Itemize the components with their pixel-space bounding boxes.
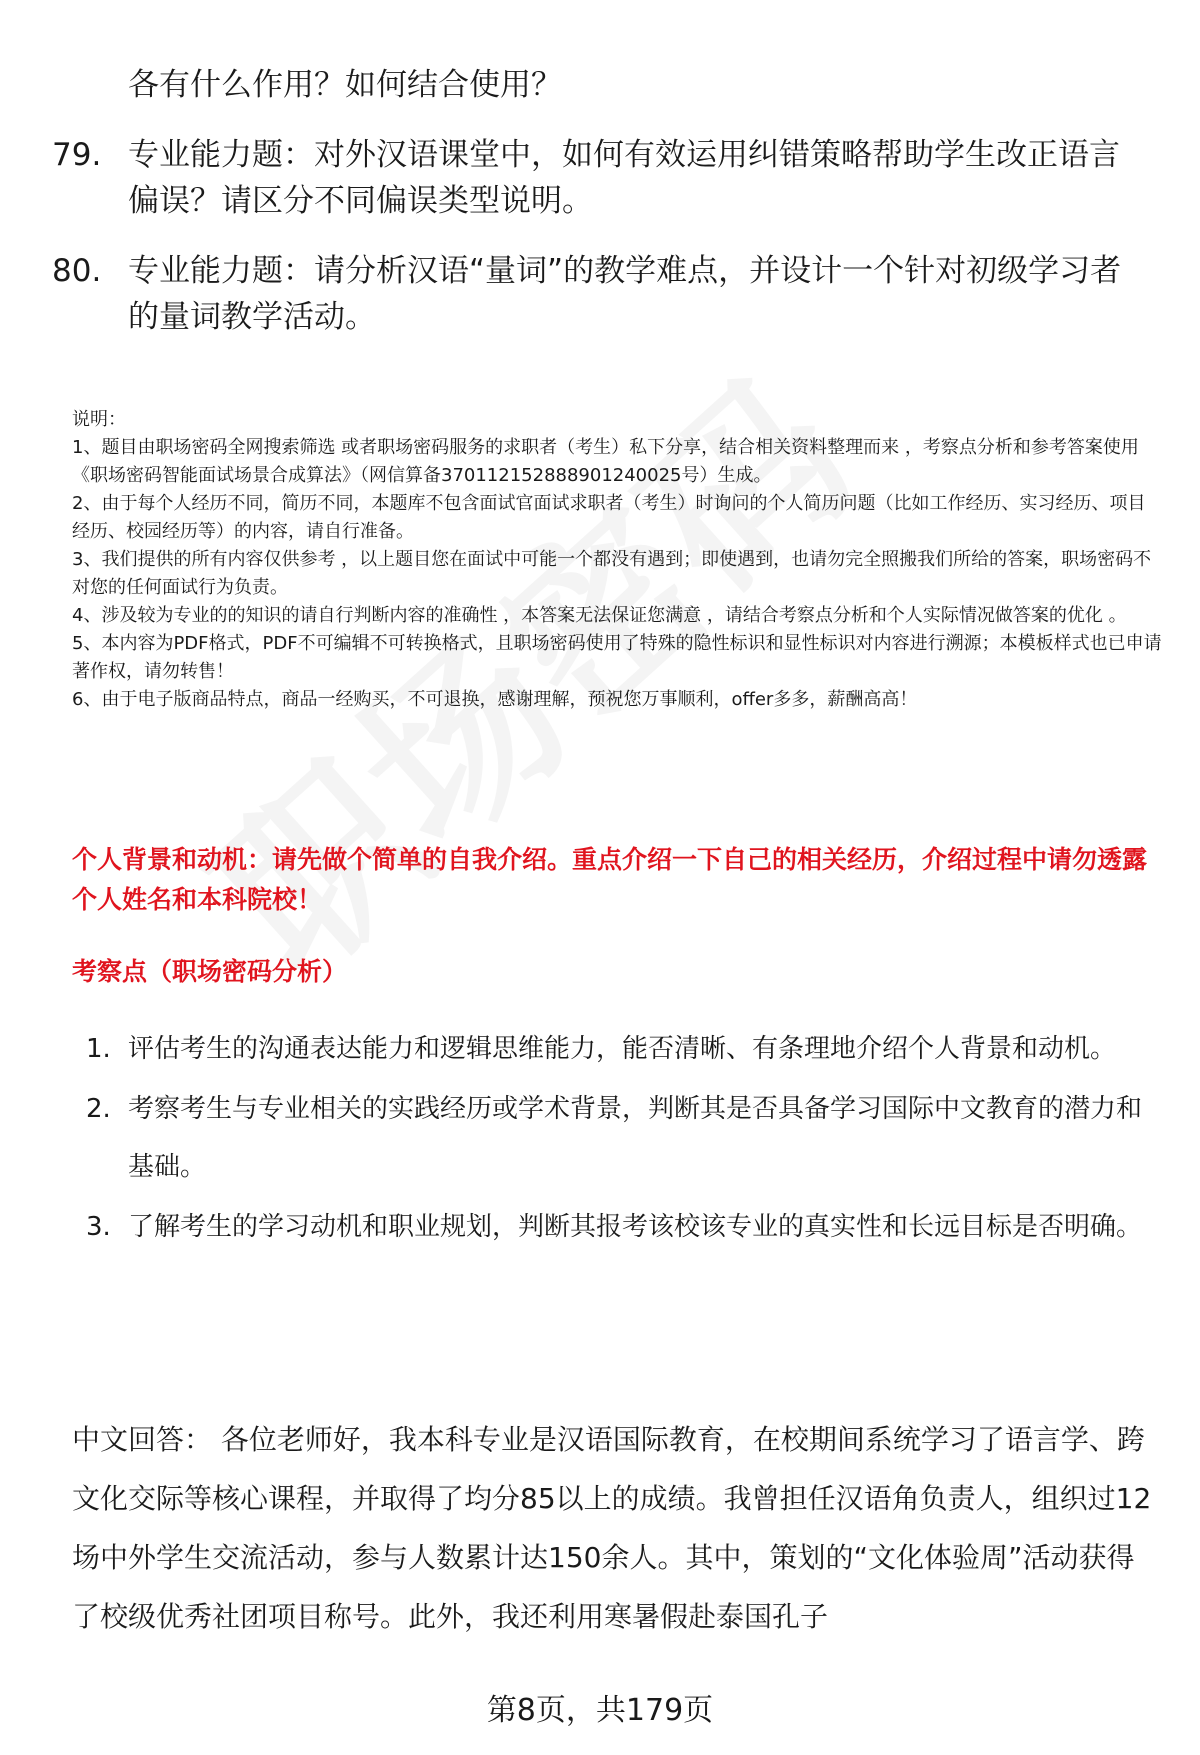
question-79 — [52, 132, 1132, 224]
point-number: 3. — [86, 1212, 111, 1242]
question-text: 专业能力题：对外汉语课堂中，如何有效运用纠错策略帮助学生改正语言偏误？请区分不同偏误类型说明。 — [128, 137, 1120, 219]
note-item: 3、我们提供的所有内容仅供参考 ，以上题目您在面试中可能一个都没有遇到；即使遇到，也请勿完全照搬我们所给的答案，职场密码不对您的任何面试行为负责。 — [72, 549, 1152, 598]
point-number: 1. — [86, 1034, 111, 1064]
question-number: 80. — [52, 253, 102, 289]
point-text: 评估考生的沟通表达能力和逻辑思维能力，能否清晰、有条理地介绍个人背景和动机。 — [128, 1034, 1117, 1064]
question-continuation: 各有什么作用？如何结合使用？ — [128, 67, 562, 103]
answer-text: 各位老师好，我本科专业是汉语国际教育，在校期间系统学习了语言学、跨文化交际等核心课程，并取得了均分85以上的成绩。我曾担任汉语角负责人，组织过12场中外学生交流活动，参与人数累计达150余人。其中，策划的“文化体验周”活动获得了校级优秀社团项目称号。此外，我还利用寒暑假赴泰国孔子 — [72, 1423, 1152, 1633]
notes-title: 说明： — [72, 409, 126, 430]
note-item: 2、由于每个人经历不同，简历不同，本题库不包含面试官面试求职者（考生）时询问的个人简历问题（比如工作经历、实习经历、项目经历、校园经历等）的内容，请自行准备。 — [72, 493, 1146, 542]
answer-paragraph — [72, 1410, 1152, 1646]
point-text: 考察考生与专业相关的实践经历或学术背景，判断其是否具备学习国际中文教育的潜力和基础。 — [128, 1094, 1143, 1182]
analysis-point — [80, 1080, 1160, 1196]
page-number-footer: 第8页，共179页 — [486, 1693, 714, 1728]
note-item: 5、本内容为PDF格式，PDF不可编辑不可转换格式，且职场密码使用了特殊的隐性标识和显性标识对内容进行溯源；本模板样式也已申请著作权，请勿转售！ — [72, 633, 1162, 682]
point-text: 了解考生的学习动机和职业规划，判断其报考该校该专业的真实性和长远目标是否明确。 — [128, 1212, 1143, 1242]
point-number: 2. — [86, 1094, 111, 1124]
question-text: 专业能力题：请分析汉语“量词”的教学难点，并设计一个针对初级学习者的量词教学活动。 — [128, 253, 1122, 335]
analysis-point — [80, 1020, 1160, 1078]
note-item: 6、由于电子版商品特点，商品一经购买，不可退换，感谢理解，预祝您万事顺利，offer多多，薪酬高高！ — [72, 689, 918, 710]
answer-label: 中文回答： — [72, 1423, 213, 1456]
analysis-heading: 考察点（职场密码分析） — [72, 957, 348, 986]
analysis-points — [80, 1020, 1160, 1258]
analysis-point — [80, 1198, 1160, 1256]
question-number: 79. — [52, 137, 102, 173]
question-80 — [52, 248, 1132, 340]
note-item: 1、题目由职场密码全网搜索筛选 或者职场密码服务的求职者（考生）私下分享，结合相关资料整理而来 ，考察点分析和参考答案使用《职场密码智能面试场景合成算法》（网信算备370112152888901240025号）生成。 — [72, 437, 1139, 486]
section-question: 个人背景和动机：请先做个简单的自我介绍。重点介绍一下自己的相关经历，介绍过程中请勿透露个人姓名和本科院校！ — [72, 845, 1148, 914]
note-item: 4、涉及较为专业的的知识的请自行判断内容的准确性 ，本答案无法保证您满意 ，请结合考察点分析和个人实际情况做答案的优化 。 — [72, 605, 1127, 626]
notes-section — [72, 406, 1162, 714]
